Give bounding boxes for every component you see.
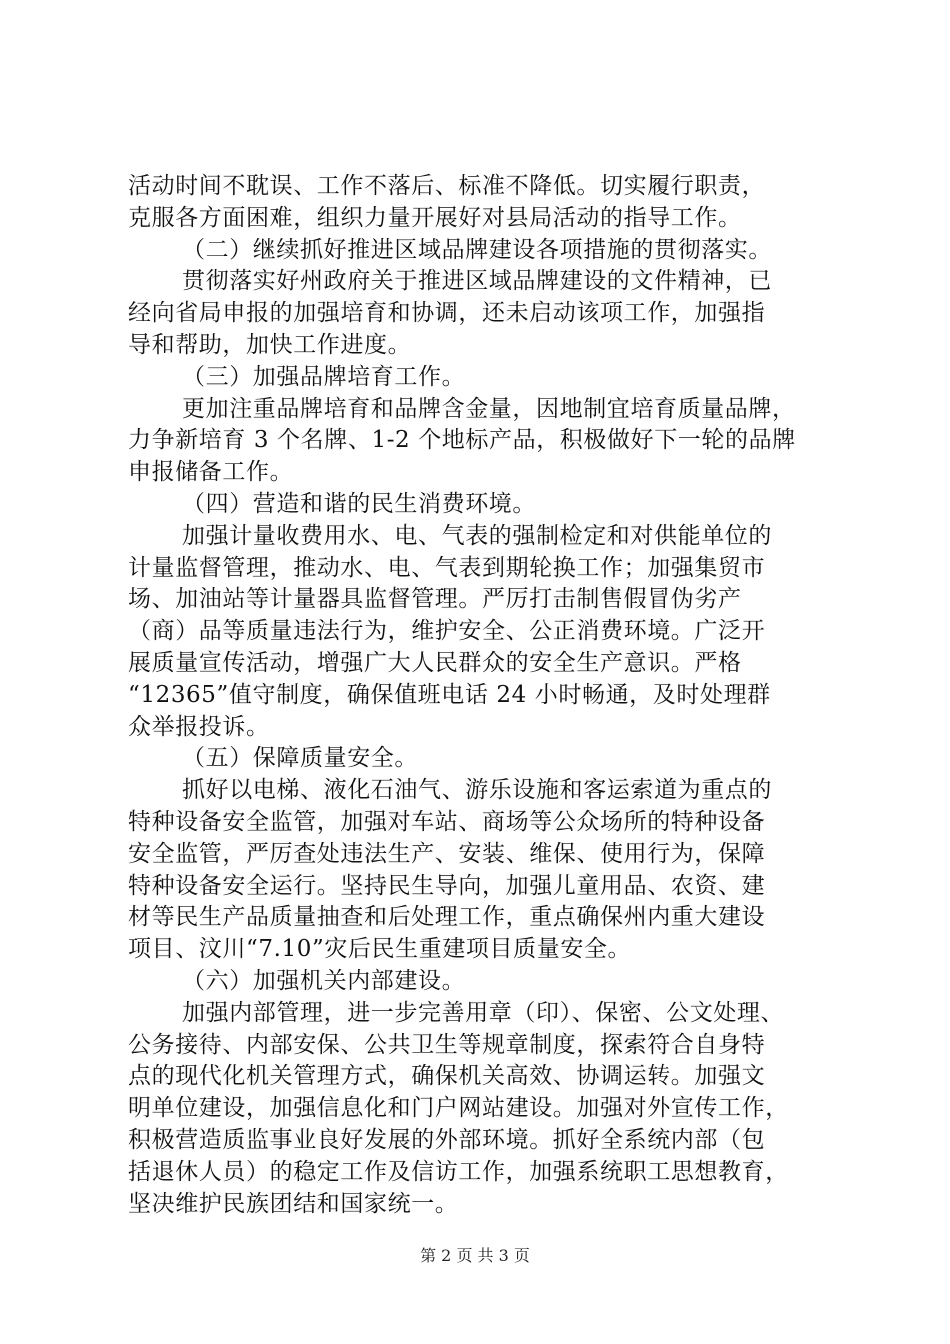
body-text-line: 材等民生产品质量抽查和后处理工作，重点确保州内重大建设 [128, 904, 766, 931]
body-text-line: （商）品等质量违法行为，维护安全、公正消费环境。广泛开 [128, 618, 766, 645]
body-text-line: 贯彻落实好州政府关于推进区域品牌建设的文件精神，已 [182, 268, 772, 295]
body-text-line: 克服各方面困难，组织力量开展好对县局活动的指导工作。 [128, 204, 742, 231]
body-text-line: 明单位建设，加强信息化和门户网站建设。加强对外宣传工作， [128, 1095, 789, 1122]
body-text-line: 计量监督管理，推动水、电、气表到期轮换工作；加强集贸市 [128, 554, 766, 581]
body-text-line: 特种设备安全监管，加强对车站、商场等公众场所的特种设备 [128, 808, 766, 835]
body-text-line: 申报储备工作。 [128, 459, 294, 486]
body-text-line: 括退休人员）的稳定工作及信访工作，加强系统职工思想教育， [128, 1158, 789, 1185]
body-text-line: （三）加强品牌培育工作。 [182, 363, 466, 390]
body-text-line: 安全监管，严厉查处违法生产、安装、维保、使用行为，保障 [128, 840, 766, 867]
body-text-line: 坚决维护民族团结和国家统一。 [128, 1190, 459, 1217]
document-body [128, 171, 836, 1220]
page-number-label: 第 2 页 共 3 页 [420, 1246, 530, 1265]
body-text-line: 展质量宣传活动，增强广大人民群众的安全生产意识。严格 [128, 649, 742, 676]
body-text-line: 抓好以电梯、液化石油气、游乐设施和客运索道为重点的 [182, 777, 772, 804]
body-text-line: 点的现代化机关管理方式，确保机关高效、协调运转。加强文 [128, 1063, 766, 1090]
body-text-line: 活动时间不耽误、工作不落后、标准不降低。切实履行职责， [128, 173, 766, 199]
body-text-line: （五）保障质量安全。 [182, 745, 418, 772]
body-text-line: 特种设备安全运行。坚持民生导向，加强儿童用品、农资、建 [128, 872, 766, 899]
body-text-line: 加强内部管理，进一步完善用章（印）、保密、公文处理、 [182, 999, 785, 1026]
body-text-line: 项目、汶川“7.10”灾后民生重建项目质量安全。 [128, 936, 632, 963]
body-text-line: 更加注重品牌培育和品牌含金量，因地制宜培育质量品牌， [182, 395, 796, 422]
body-text-line: “12365”值守制度，确保值班电话 24 小时畅通，及时处理群 [128, 681, 771, 708]
body-text-line: 积极营造质监事业良好发展的外部环境。抓好全系统内部（包 [128, 1126, 766, 1153]
body-text-line: （二）继续抓好推进区域品牌建设各项措施的贯彻落实。 [182, 236, 772, 263]
body-text-line: 场、加油站等计量器具监督管理。严厉打击制售假冒伪劣产 [128, 586, 742, 613]
page-footer [0, 1245, 950, 1267]
body-text-line: （六）加强机关内部建设。 [182, 967, 466, 994]
body-text-line: 众举报投诉。 [128, 713, 270, 740]
body-text-line: 经向省局申报的加强培育和协调，还未启动该项工作，加强指 [128, 300, 766, 327]
body-text-line: （四）营造和谐的民生消费环境。 [182, 490, 536, 517]
body-text-line: 力争新培育 3 个名牌、1-2 个地标产品，积极做好下一轮的品牌 [128, 427, 796, 454]
body-text-line: 加强计量收费用水、电、气表的强制检定和对供能单位的 [182, 522, 772, 549]
body-text-line: 导和帮助，加快工作进度。 [128, 331, 412, 358]
body-text-line: 公务接待、内部安保、公共卫生等规章制度，探索符合自身特 [128, 1031, 766, 1058]
